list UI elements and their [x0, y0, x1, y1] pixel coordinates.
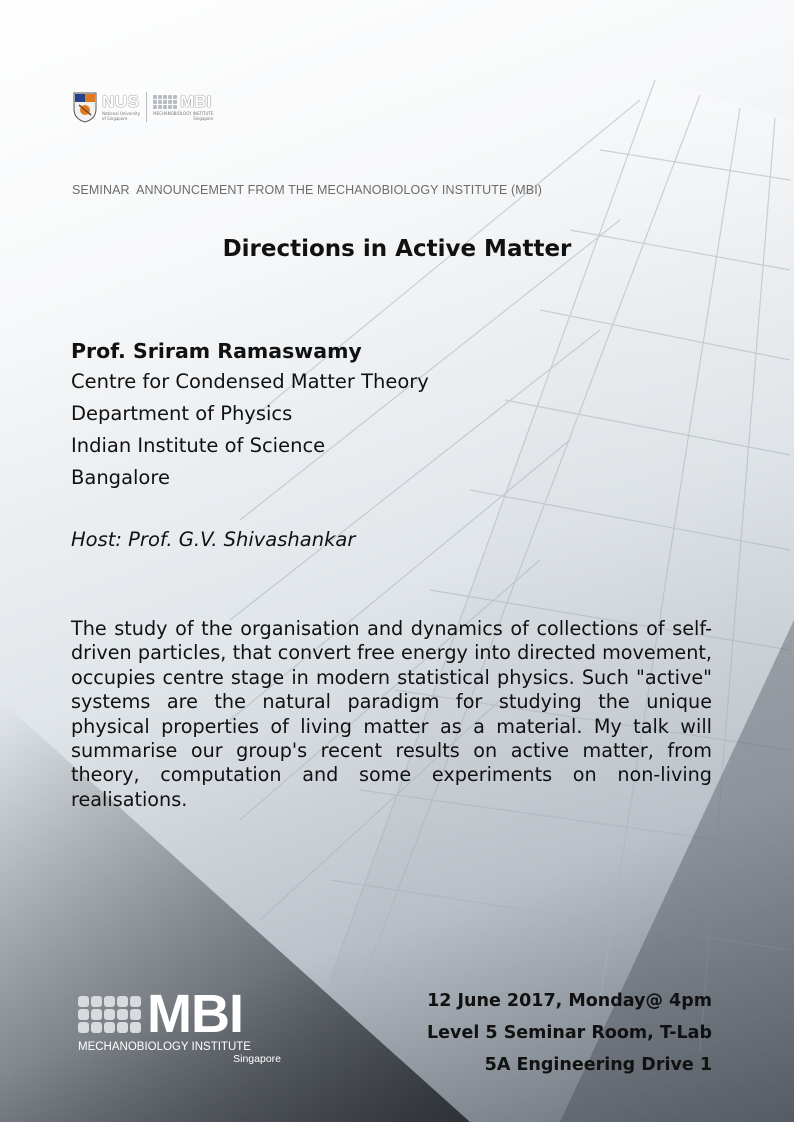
- nus-mbi-header-logo: [72, 88, 213, 126]
- mbi-wordmark-small: MBI: [180, 92, 212, 111]
- speaker-affiliation-4: Bangalore: [71, 466, 170, 489]
- event-details: [427, 985, 712, 1081]
- event-room: Level 5 Seminar Room, T-Lab: [427, 1023, 712, 1043]
- nus-subtitle-2: of Singapore: [102, 116, 128, 121]
- seminar-title: Directions in Active Matter: [222, 236, 572, 262]
- mbi-wordmark-large: MBI: [147, 984, 243, 1044]
- nus-crest-icon: [72, 91, 98, 123]
- mbi-dots-large-icon: [78, 996, 141, 1033]
- mbi-city-small: Singapore: [193, 116, 214, 121]
- event-date: 12 June 2017, Monday@ 4pm: [427, 991, 712, 1011]
- nus-subtitle-1: National University: [102, 111, 141, 116]
- speaker-affiliation-1: Centre for Condensed Matter Theory: [71, 370, 429, 393]
- nus-wordmark: NUS: [102, 92, 140, 111]
- mbi-footer-logo: [78, 984, 283, 1065]
- abstract-text: The study of the organisation and dynamics of collections of self-driven particles, that convert free energy into directed movement, occupies centre stage in modern statistical physics. Such "active" systems are the natural paradigm for studying the unique physical properties of living matter as a material. My talk will summarise our group's recent results on active matter, from theory, computation and some experiments on non-living realisations.: [71, 617, 712, 811]
- mbi-institute-name: MECHANOBIOLOGY INSTITUTE: [78, 1041, 251, 1053]
- mbi-dots-icon: [153, 95, 177, 109]
- speaker-block: [71, 336, 429, 494]
- speaker-affiliation-3: Indian Institute of Science: [71, 434, 326, 457]
- speaker-affiliation-2: Department of Physics: [71, 402, 293, 425]
- host-line: Host: Prof. G.V. Shivashankar: [71, 528, 356, 551]
- event-address: 5A Engineering Drive 1: [484, 1055, 712, 1075]
- mbi-subtitle-small: MECHANOBIOLOGY INSTITUTE: [153, 111, 214, 116]
- seminar-announcement: SEMINAR ANNOUNCEMENT FROM THE MECHANOBIOLOGY INSTITUTE (MBI): [72, 183, 543, 197]
- mbi-city: Singapore: [233, 1053, 281, 1065]
- logo-divider: [146, 92, 147, 122]
- speaker-name: Prof. Sriram Ramaswamy: [71, 339, 362, 363]
